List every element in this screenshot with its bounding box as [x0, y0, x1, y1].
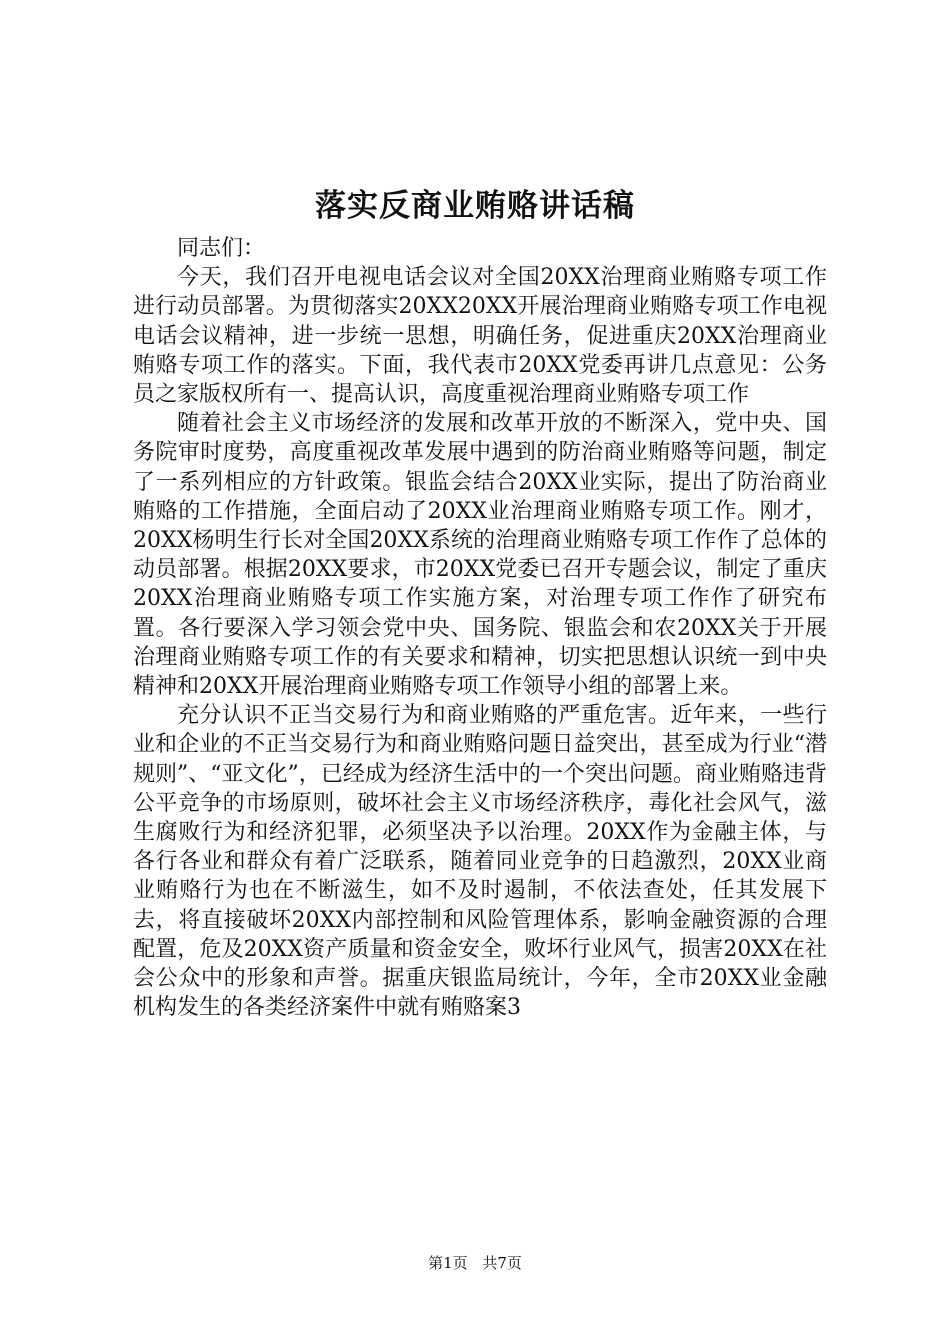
paragraph-3: 充分认识不正当交易行为和商业贿赂的严重危害。近年来，一些行业和企业的不正当交易行为和商业贿赂问题日益突出，甚至成为行业“潜规则”、“亚文化”，已经成为经济生活中的一个突出问题。商业贿赂违背公平竞争的市场原则，破坏社会主义市场经济秩序，毒化社会风气，滋生腐败行为和经济犯罪，必须坚决予以治理。20XX作为金融主体，与各行各业和群众有着广泛联系，随着同业竞争的日趋激烈，20XX业商业贿赂行为也在不断滋生，如不及时遏制，不依法查处，任其发展下去，将直接破坏20XX内部控制和风险管理体系，影响金融资源的合理配置，危及20XX资产质量和资金安全，败坏行业风气，损害20XX在社会公众中的形象和声誉。据重庆银监局统计，今年，全市20XX业金融机构发生的各类经济案件中就有贿赂案3	[133, 703, 827, 1021]
salutation: 同志们：	[177, 236, 266, 261]
paragraph-2: 随着社会主义市场经济的发展和改革开放的不断深入，党中央、国务院审时度势，高度重视改革发展中遇到的防治商业贿赂等问题，制定了一系列相应的方针政策。银监会结合20XX业实际，提出了防治商业贿赂的工作措施，全面启动了20XX业治理商业贿赂专项工作。刚才，20XX杨明生行长对全国20XX系统的治理商业贿赂专项工作作了总体的动员部署。根据20XX要求，市20XX党委已召开专题会议，制定了重庆20XX治理商业贿赂专项工作实施方案，对治理专项工作作了研究布置。各行要深入学习领会党中央、国务院、银监会和农20XX关于开展治理商业贿赂专项工作的有关要求和精神，切实把思想认识统一到中央精神和20XX开展治理商业贿赂专项工作领导小组的部署上来。	[133, 411, 827, 700]
page-footer	[0, 1253, 950, 1273]
paragraph-1: 今天，我们召开电视电话会议对全国20XX治理商业贿赂专项工作进行动员部署。为贯彻落实20XX20XX开展治理商业贿赂专项工作电视电话会议精神，进一步统一思想，明确任务，促进重庆20XX治理商业贿赂专项工作的落实。下面，我代表市20XX党委再讲几点意见：公务员之家版权所有一、提高认识，高度重视治理商业贿赂专项工作	[133, 265, 827, 408]
page-total: 共7页	[482, 1254, 522, 1272]
document-title: 落实反商业贿赂讲话稿	[315, 188, 635, 224]
page-number: 第1页	[428, 1254, 468, 1272]
document-body	[133, 234, 827, 1022]
